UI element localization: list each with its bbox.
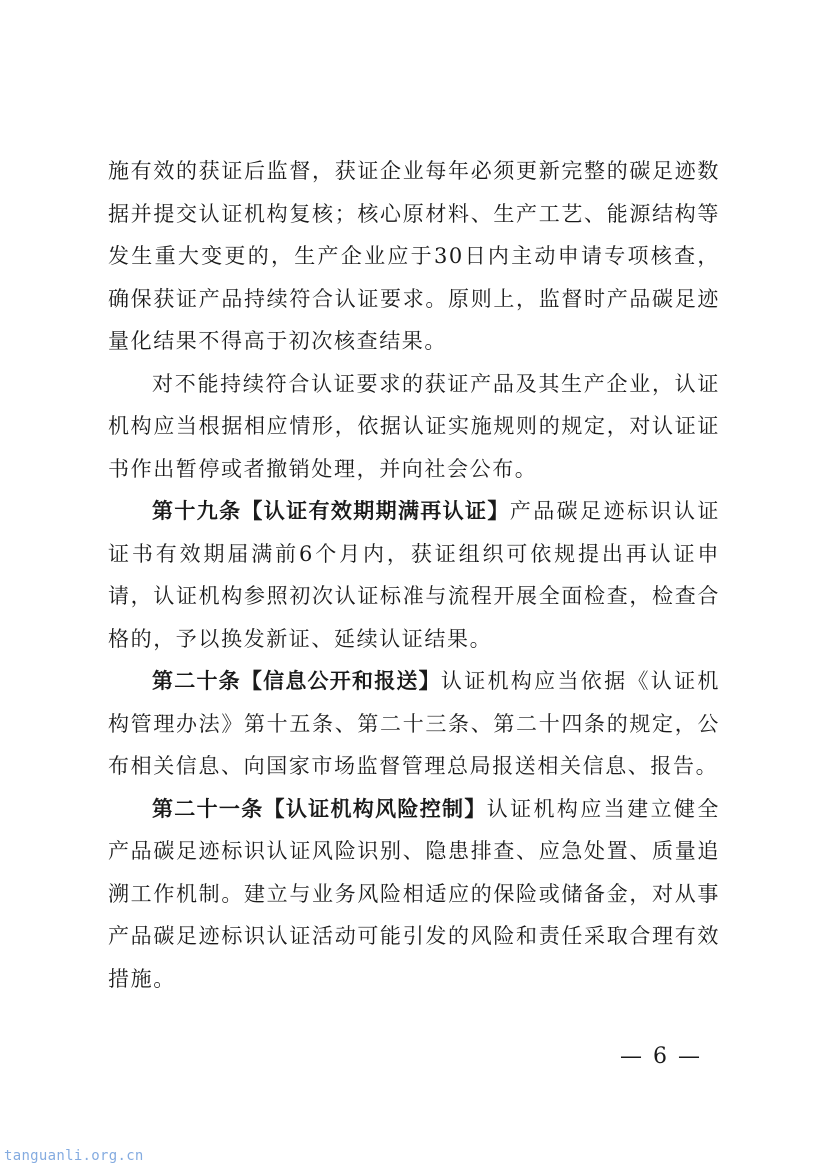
article-19	[108, 490, 720, 660]
site-watermark: tanguanli.org.cn	[4, 1148, 144, 1164]
article-text: 认证机构应当依据《认证机构管理办法》第十五条、第二十三条、第二十四条的规定，公布相关信息、向国家市场监督管理总局报送相关信息、报告。	[108, 669, 721, 778]
article-heading: 第二十一条【认证机构风险控制】	[152, 796, 487, 821]
article-heading: 第十九条【认证有效期期满再认证】	[152, 499, 510, 523]
document-body	[108, 150, 720, 1000]
page-number: — 6 —	[620, 1044, 702, 1069]
article-20	[108, 660, 720, 788]
article-21	[108, 788, 720, 1001]
article-heading: 第二十条【信息公开和报送】	[152, 669, 441, 693]
paragraph-text: 施有效的获证后监督，获证企业每年必须更新完整的碳足迹数据并提交认证机构复核；核心原材料、生产工艺、能源结构等发生重大变更的，生产企业应于30日内主动申请专项核查，确保获证产品持续符合认证要求。原则上，监督时产品碳足迹量化结果不得高于初次核查结果。	[108, 159, 720, 353]
paragraph-noncompliance	[108, 363, 720, 491]
article-text: 产品碳足迹标识认证证书有效期届满前6个月内，获证组织可依规提出再认证申请，认证机构参照初次认证标准与流程开展全面检查，检查合格的，予以换发新证、延续认证结果。	[108, 499, 720, 651]
article-text: 认证机构应当建立健全产品碳足迹标识认证风险识别、隐患排查、应急处置、质量追溯工作机制。建立与业务风险相适应的保险或储备金，对从事产品碳足迹标识认证活动可能引发的风险和责任采取合理有效措施。	[108, 796, 720, 991]
paragraph-supervision-continued	[108, 150, 720, 363]
paragraph-text: 对不能持续符合认证要求的获证产品及其生产企业，认证机构应当根据相应情形，依据认证实施规则的规定，对认证证书作出暂停或者撤销处理，并向社会公布。	[108, 371, 720, 481]
